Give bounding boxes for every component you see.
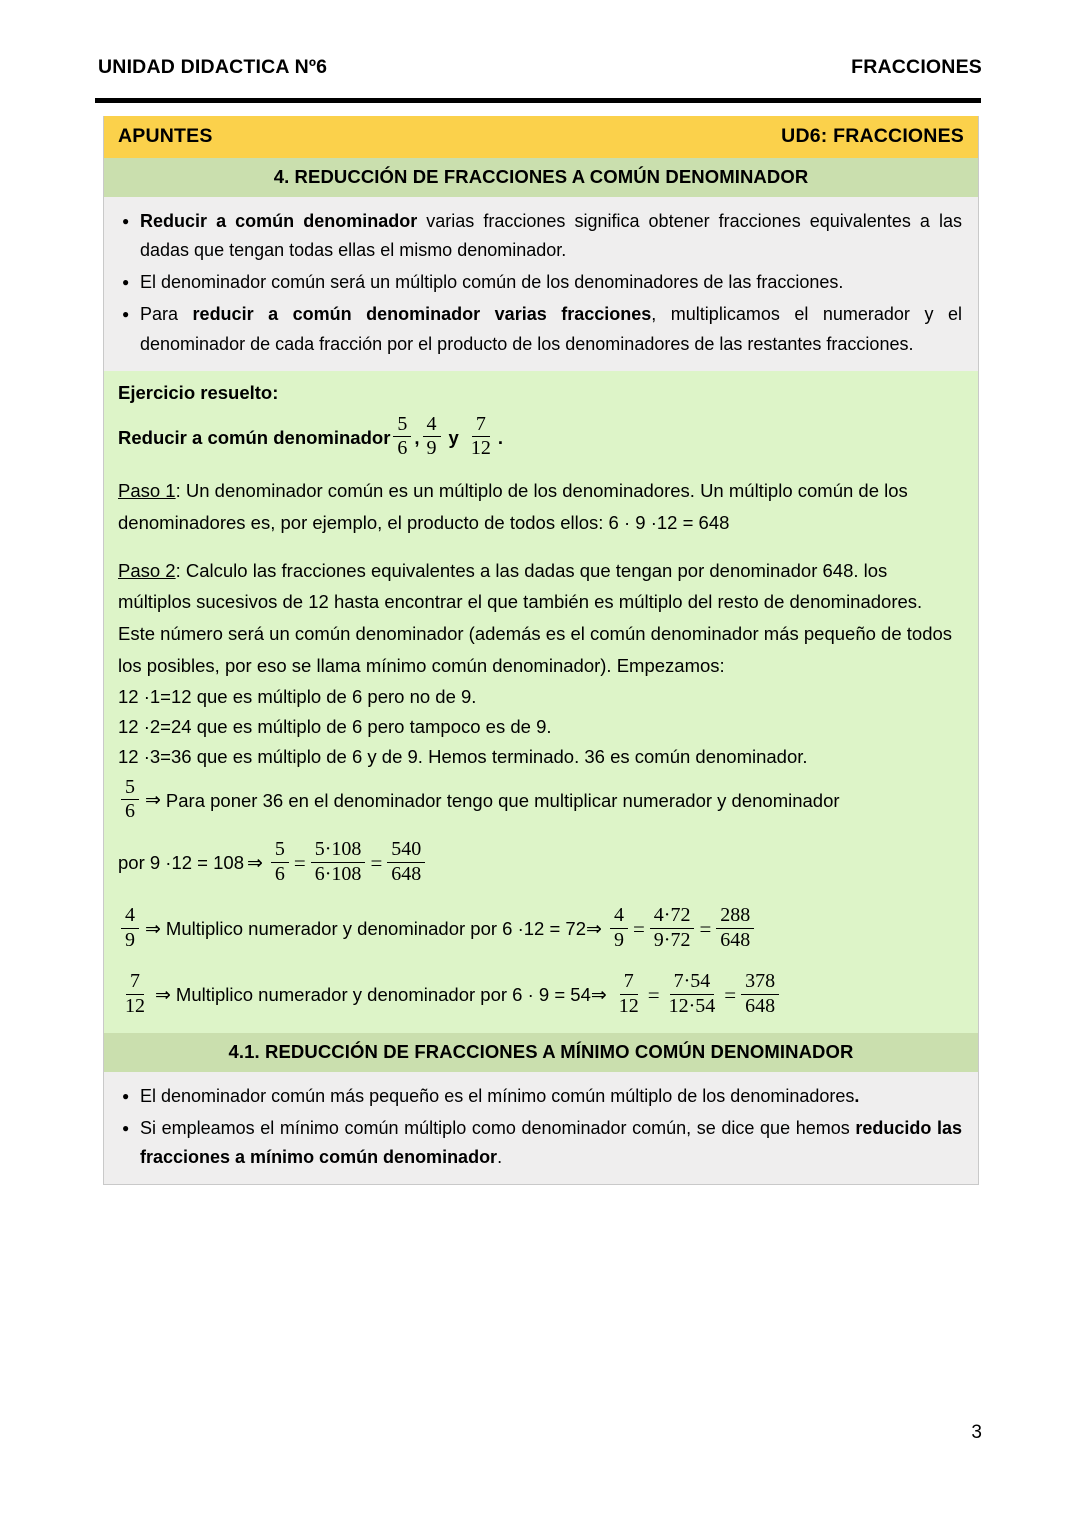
- running-head: [98, 56, 982, 79]
- prompt-separator-3: .: [497, 426, 503, 448]
- work-row-2: [118, 906, 962, 952]
- fraction-7-12-eq: $\frac{7}{12}$: [618, 970, 639, 1017]
- list-item: [118, 268, 962, 297]
- implies-arrow: ⇒: [586, 918, 602, 940]
- equals-sign: =: [724, 982, 737, 1007]
- list-item: [118, 207, 962, 265]
- running-head-right: FRACCIONES: [851, 56, 982, 78]
- prompt-separator-2: y: [448, 426, 459, 448]
- work-1-cont-text: por 9 ·12 = 108: [118, 852, 244, 874]
- paso-1-text: : Un denominador común es un múltiplo de los denominadores. Un múltiplo común de los denominadores es, por ejemplo, el producto de todos ellos: 6 · 9 ·12 = 648: [118, 480, 908, 533]
- fraction-4-9-eq: $\frac{4}{9}$: [610, 905, 628, 951]
- banner-right-label: UD6: FRACCIONES: [781, 125, 964, 147]
- implies-arrow: ⇒: [155, 984, 171, 1006]
- paso-1-paragraph: [118, 475, 962, 539]
- fraction-7-12-work: $\frac{7}{12}$: [125, 970, 145, 1017]
- bullet-41-1-text: El denominador común más pequeño es el mínimo común múltiplo de los denominadores: [140, 1085, 855, 1106]
- list-item: [118, 300, 962, 358]
- work-1-text: Para poner 36 en el denominador tengo que multiplicar numerador y denominador: [165, 789, 840, 811]
- exercise-prompt: [118, 412, 962, 461]
- fraction-5x108-6x108: $\frac{5\cdot 108}{6\cdot 108}$: [311, 839, 366, 885]
- fraction-288-648: $\frac{288}{648}$: [716, 905, 754, 951]
- prompt-separator-1: ,: [414, 426, 420, 448]
- fraction-378-648: $\frac{378}{648}$: [741, 971, 779, 1017]
- bullet-2-text: El denominador común será un múltiplo común de los denominadores de las fracciones.: [140, 272, 844, 293]
- work-row-1: [118, 775, 962, 824]
- section-4-bullet-list: [118, 207, 962, 359]
- section-4-1-heading: 4.1. REDUCCIÓN DE FRACCIONES A MÍNIMO COMÚN DENOMINADOR: [104, 1033, 978, 1072]
- fraction-4x72-9x72: $\frac{4\cdot 72}{9\cdot 72}$: [650, 905, 695, 951]
- multiple-line-3: 12 ·3=36 que es múltiplo de 6 y de 9. Hemos terminado. 36 es común denominador.: [118, 745, 808, 767]
- running-head-left: UNIDAD DIDACTICA Nº6: [98, 56, 328, 78]
- section-4-heading: 4. REDUCCIÓN DE FRACCIONES A COMÚN DENOMINADOR: [104, 158, 978, 197]
- work-2-text: Multiplico numerador y denominador por 6 ·12 = 72: [165, 918, 587, 940]
- fraction-5-6-eq: $\frac{5}{6}$: [271, 839, 289, 885]
- exercise-prompt-label: Reducir a común denominador: [118, 426, 391, 448]
- bullet-3-text: , multiplicamos el numerador y el denominador de cada fracción por el producto de los denominadores de las restantes fracciones.: [140, 304, 962, 354]
- bullet-41-2-bold: reducido las fracciones a mínimo común denominador: [140, 1117, 962, 1167]
- exercise-title: Ejercicio resuelto:: [118, 381, 279, 403]
- bullet-3-bold: reducir a común denominador varias fracciones: [192, 304, 652, 325]
- work-3-text: Multiplico numerador y denominador por 6 · 9 = 54: [175, 984, 591, 1006]
- paso-1-label: Paso 1: [118, 480, 176, 502]
- list-item: [118, 1114, 962, 1172]
- fraction-4-9-work: $\frac{4}{9}$: [121, 905, 139, 951]
- banner-left-label: APUNTES: [118, 125, 213, 147]
- paso-2-text: : Calculo las fracciones equivalentes a las dadas que tengan por denominador 648. los múltiplos sucesivos de 12 hasta encontrar el que también es múltiplo del resto de denominadores. Este número será un común denominador (además es el común denominador más pequeño de todos los posibles, por eso se llama mínimo común denominador). Empezamos:: [118, 559, 953, 677]
- fraction-7-12: $\frac{7}{12}$: [470, 412, 491, 460]
- multiple-line-1: 12 ·1=12 que es múltiplo de 6 pero no de 9.: [118, 685, 477, 707]
- bullet-1-text: varias fracciones significa obtener fracciones equivalentes a las dadas que tengan todas ellas el mismo denominador.: [140, 211, 962, 261]
- notes-table: [103, 116, 979, 1185]
- equals-sign: =: [647, 982, 660, 1007]
- header-rule: [95, 98, 981, 103]
- paso-2-label: Paso 2: [118, 559, 176, 581]
- bullet-41-1-tail: .: [854, 1085, 860, 1106]
- multiple-line-2: 12 ·2=24 que es múltiplo de 6 pero tampoco es de 9.: [118, 715, 552, 737]
- work-row-1-cont: [118, 837, 962, 886]
- fraction-4-9: $\frac{4}{9}$: [423, 414, 441, 460]
- page-number: 3: [971, 1422, 982, 1443]
- list-item: [118, 1082, 962, 1111]
- equals-sign: =: [632, 916, 645, 941]
- fraction-7x54-12x54: $\frac{7\cdot 54}{12\cdot 54}$: [668, 970, 716, 1017]
- section-4-1-body: [104, 1072, 978, 1184]
- section-4-1-bullet-list: [118, 1082, 962, 1172]
- equals-sign: =: [699, 916, 712, 941]
- implies-arrow: ⇒: [145, 918, 161, 940]
- bullet-41-2-tail: .: [497, 1146, 503, 1167]
- implies-arrow: ⇒: [145, 790, 161, 812]
- implies-arrow: ⇒: [590, 984, 607, 1006]
- section-4-body: [104, 197, 978, 371]
- bullet-41-2-pre: Si empleamos el mínimo común múltiplo como denominador común, se dice que hemos: [140, 1117, 856, 1138]
- implies-arrow: ⇒: [247, 852, 263, 874]
- paso-2-paragraph: [118, 555, 962, 682]
- work-row-3: [118, 972, 962, 1018]
- fraction-540-648: $\frac{540}{648}$: [387, 839, 425, 885]
- equals-sign: =: [370, 850, 383, 875]
- bullet-3-pre: Para: [140, 304, 193, 325]
- bullet-1-bold: Reducir a común denominador: [140, 211, 418, 231]
- apuntes-banner: [104, 116, 978, 158]
- fraction-5-6-work: $\frac{5}{6}$: [121, 777, 139, 823]
- solved-exercise-block: [104, 371, 978, 1033]
- spacer: [118, 539, 962, 555]
- fraction-5-6: $\frac{5}{6}$: [393, 414, 411, 460]
- equals-sign: =: [293, 850, 306, 875]
